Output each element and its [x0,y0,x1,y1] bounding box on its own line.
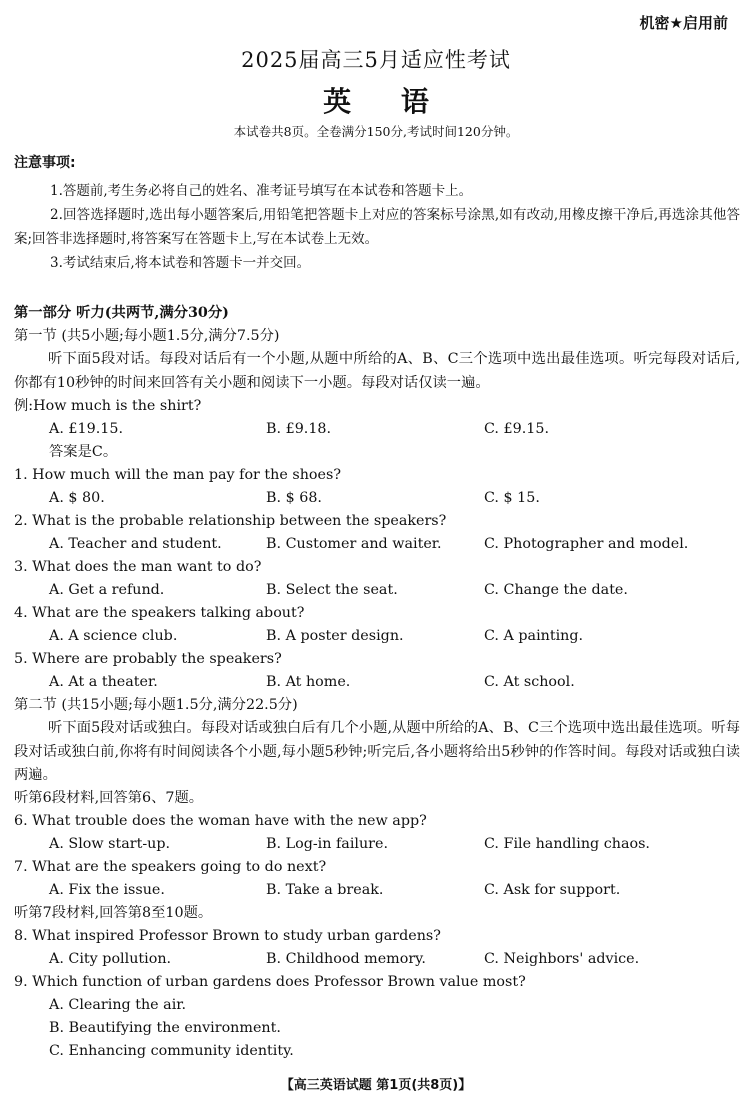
q4-option-b: B. A poster design. [266,628,404,644]
q7-option-a: A. Fix the issue. [49,882,165,898]
q2-option-c: C. Photographer and model. [484,536,689,552]
q1-option-a: A. $ 80. [49,490,105,506]
q1-option-b: B. $ 68. [266,490,322,506]
q3-option-b: B. Select the seat. [266,582,398,598]
section1-instructions: 听下面5段对话。每段对话后有一个小题,从题中所给的A、B、C三个选项中选出最佳选项。听完每段对话后,你都有10秒钟的时间来回答有关小题和阅读下一小题。每段对话仅读一遍。 [14,351,740,391]
question-5: 5. Where are probably the speakers? [14,651,282,667]
q5-option-a: A. At a theater. [49,674,158,690]
q6-option-a: A. Slow start-up. [49,836,171,852]
notice-item-1: 1.答题前,考生务必将自己的姓名、准考证号填写在本试卷和答题卡上。 [50,183,473,199]
question-3: 3. What does the man want to do? [14,559,262,575]
notice-item-2: 2.回答选择题时,选出每小题答案后,用铅笔把答题卡上对应的答案标号涂黑,如有改动,用橡皮擦干净后,再选涂其他答案;回答非选择题时,将答案写在答题卡上,写在本试卷上无效。 [14,207,740,247]
page-footer: 【高三英语试题 第1页(共8页)】 [280,1078,472,1093]
q4-option-c: C. A painting. [484,628,584,644]
q9-option-a: A. Clearing the air. [49,997,187,1013]
q3-option-c: C. Change the date. [484,582,628,598]
q9-option-b: B. Beautifying the environment. [49,1020,281,1036]
subject-title: 英 语 [323,85,449,118]
q6-option-b: B. Log-in failure. [266,836,389,852]
q1-option-c: C. $ 15. [484,490,540,506]
q2-option-a: A. Teacher and student. [49,536,222,552]
q7-option-c: C. Ask for support. [484,882,621,898]
exam-info: 本试卷共8页。全卷满分150分,考试时间120分钟。 [233,124,519,139]
section1-heading: 第一节 (共5小题;每小题1.5分,满分7.5分) [14,328,280,344]
q2-option-b: B. Customer and waiter. [266,536,442,552]
q8-option-b: B. Childhood memory. [266,951,426,967]
example-option-b: B. £9.18. [266,421,332,437]
part1-heading: 第一部分 听力(共两节,满分30分) [14,305,229,321]
q7-option-b: B. Take a break. [266,882,384,898]
material-7-label: 听第7段材料,回答第8至10题。 [14,905,213,921]
section2-instructions: 听下面5段对话或独白。每段对话或独白后有几个小题,从题中所给的A、B、C三个选项中选出最佳选项。听每段对话或独白前,你将有时间阅读各个小题,每小题5秒钟;听完后,各小题将给出5秒钟的作答时间。每段对话或独白读两遍。 [14,720,740,783]
q6-option-c: C. File handling chaos. [484,836,650,852]
question-2: 2. What is the probable relationship between the speakers? [14,513,447,529]
secret-mark: 机密★启用前 [639,14,728,32]
q9-option-c: C. Enhancing community identity. [49,1043,294,1059]
question-1: 1. How much will the man pay for the shoes? [14,467,342,483]
example-option-c: C. £9.15. [484,421,549,437]
example-question: 例:How much is the shirt? [14,398,202,414]
notice-item-3: 3.考试结束后,将本试卷和答题卡一并交回。 [50,255,311,271]
q3-option-a: A. Get a refund. [49,582,165,598]
section2-heading: 第二节 (共15小题;每小题1.5分,满分22.5分) [14,697,298,713]
example-option-a: A. £19.15. [49,421,123,437]
question-9: 9. Which function of urban gardens does Professor Brown value most? [14,974,526,990]
notice-title: 注意事项: [14,155,76,171]
q8-option-c: C. Neighbors' advice. [484,951,640,967]
question-4: 4. What are the speakers talking about? [14,605,305,621]
example-answer: 答案是C。 [49,444,118,460]
material-6-label: 听第6段材料,回答第6、7题。 [14,790,204,806]
question-6: 6. What trouble does the woman have with the new app? [14,813,427,829]
question-7: 7. What are the speakers going to do next? [14,859,327,875]
q5-option-b: B. At home. [266,674,351,690]
q8-option-a: A. City pollution. [49,951,172,967]
exam-title: 2025届高三5月适应性考试 [241,48,511,72]
question-8: 8. What inspired Professor Brown to study urban gardens? [14,928,441,944]
q5-option-c: C. At school. [484,674,575,690]
q4-option-a: A. A science club. [49,628,178,644]
